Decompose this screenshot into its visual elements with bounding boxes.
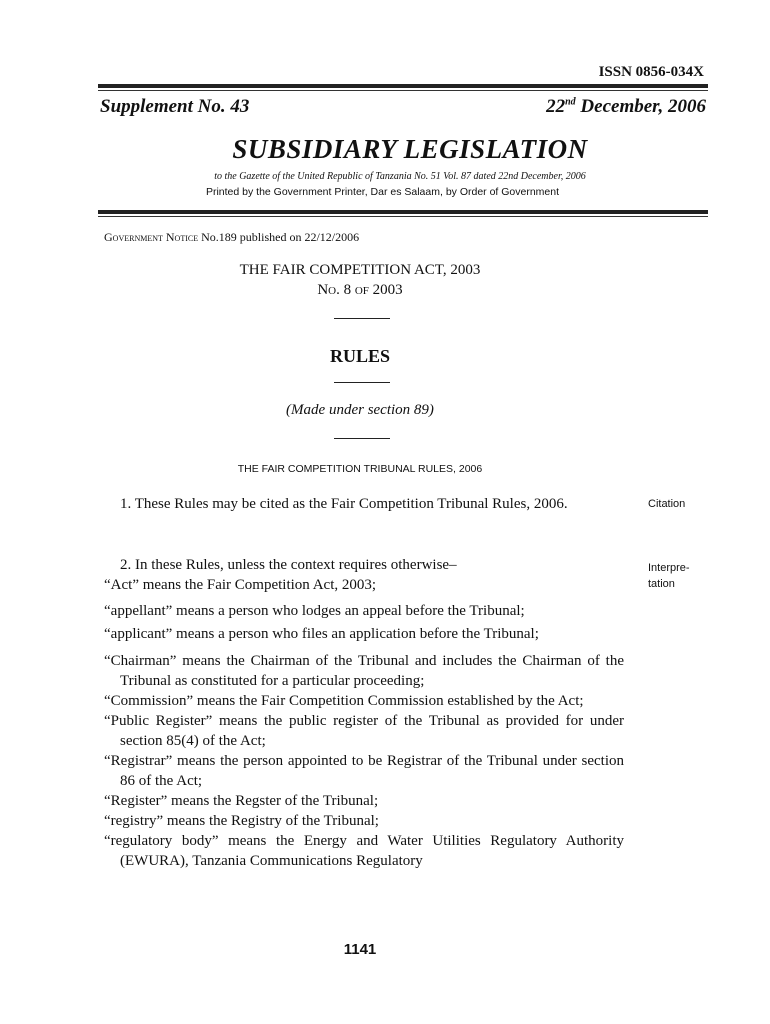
margin-note-interpretation: Interpre- tation (648, 562, 690, 590)
header-rule-top-thin (98, 90, 708, 91)
act-title-block (0, 260, 720, 300)
gazette-line: to the Gazette of the United Republic of Tanzania No. 51 Vol. 87 dated 22nd December, 2006 (214, 171, 586, 182)
definition: “Registrar” means the person appointed to be Registrar of the Tribunal under section 86 of the Act; (104, 753, 624, 789)
supplement-date: 22nd December, 2006 (546, 96, 706, 117)
definition: “Register” means the Regster of the Tribunal; (104, 793, 379, 809)
act-title: THE FAIR COMPETITION ACT, 2003 (239, 262, 481, 278)
rules-heading: RULES (329, 346, 391, 366)
page-number: 1141 (343, 941, 377, 958)
definition: “Public Register” means the public register of the Tribunal as provided for under section 85(4) of the Act; (104, 713, 624, 749)
printer-line: Printed by the Government Printer, Dar es Salaam, by Order of Government (205, 186, 560, 198)
header-rule-bottom-thin (98, 216, 708, 217)
definition: “Chairman” means the Chairman of the Tribunal and includes the Chairman of the Tribunal as constituted for a particular proceeding; (104, 653, 624, 689)
page-title: SUBSIDIARY LEGISLATION (232, 134, 588, 164)
tribunal-rules-heading: THE FAIR COMPETITION TRIBUNAL RULES, 2006 (237, 463, 483, 475)
divider (334, 382, 390, 383)
divider (334, 438, 390, 439)
section-2-intro: 2. In these Rules, unless the context requires otherwise– (120, 557, 457, 573)
supplement-number: Supplement No. 43 (100, 96, 250, 117)
margin-note-citation: Citation (648, 498, 686, 510)
government-notice: Government Notice No.189 published on 22/12/2006 (104, 230, 360, 244)
issn: ISSN 0856-034X (598, 64, 704, 80)
definition: “applicant” means a person who files an application before the Tribunal; (104, 626, 539, 642)
section-2 (104, 555, 624, 871)
divider (334, 318, 390, 319)
definition: “Commission” means the Fair Competition Commission established by the Act; (104, 693, 584, 709)
section-1: 1. These Rules may be cited as the Fair Competition Tribunal Rules, 2006. (120, 496, 568, 512)
act-number: No. 8 of 2003 (317, 282, 403, 298)
definition: “registry” means the Registry of the Tribunal; (104, 813, 379, 829)
definition: “appellant” means a person who lodges an appeal before the Tribunal; (104, 603, 525, 619)
definition: “Act” means the Fair Competition Act, 2003; (104, 577, 377, 593)
definition: “regulatory body” means the Energy and Water Utilities Regulatory Authority (EWURA), Tanzania Communications Regulatory (104, 833, 624, 869)
header-rule-top (98, 84, 708, 88)
made-under: (Made under section 89) (286, 402, 434, 418)
header-rule-bottom (98, 210, 708, 214)
